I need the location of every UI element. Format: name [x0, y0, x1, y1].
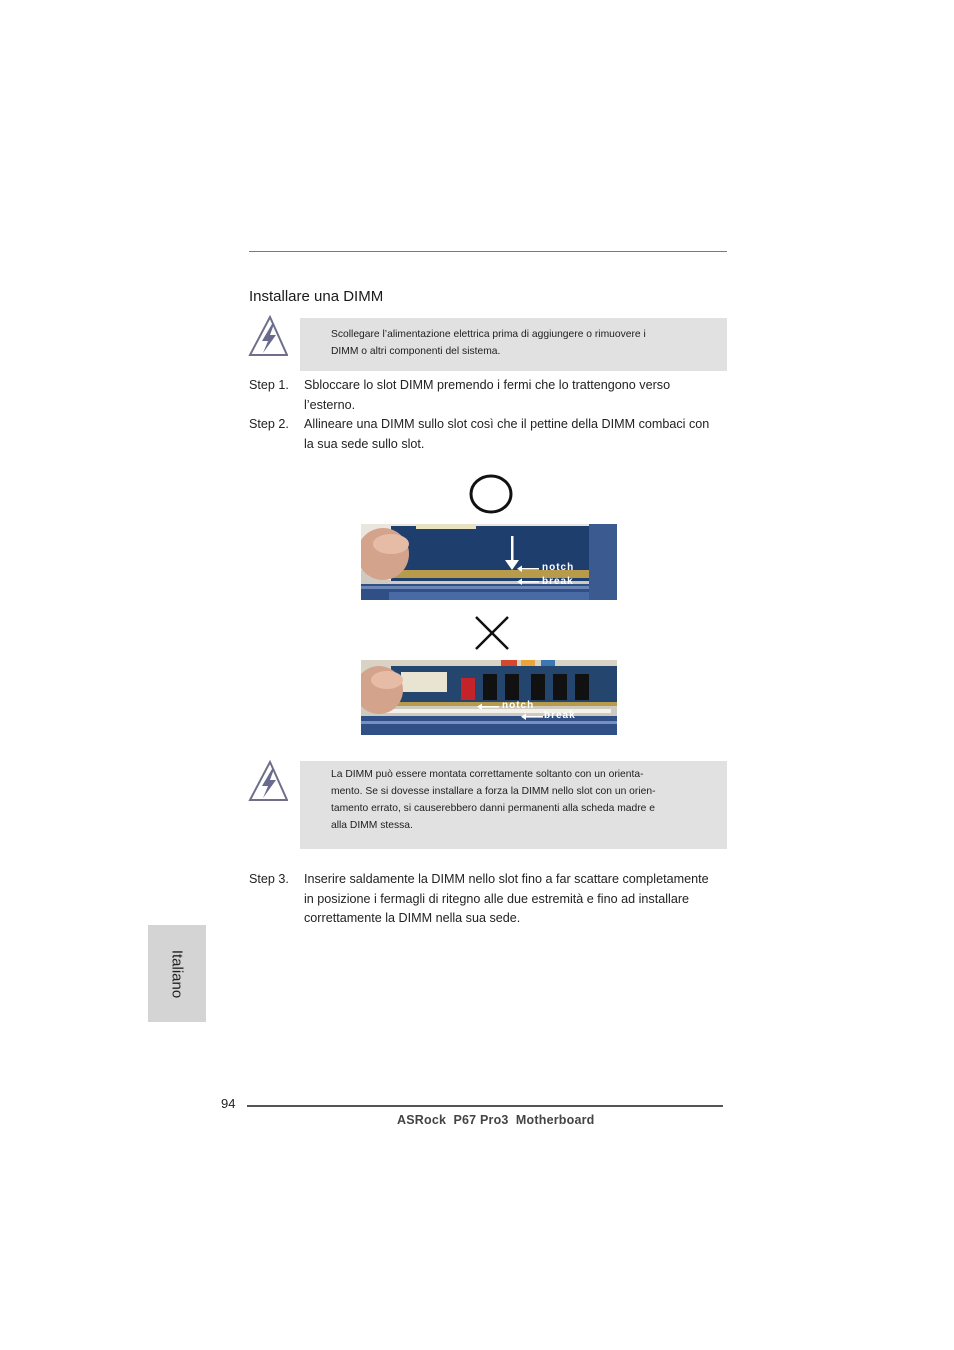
step-2	[249, 415, 729, 455]
step-line: in posizione i fermagli di ritegno alle due estremità e fino ad installare	[304, 891, 690, 906]
note-line: La DIMM può essere montata correttamente soltanto con un orienta-	[331, 769, 644, 780]
warning-note-box	[300, 761, 727, 849]
note-line: alla DIMM stessa.	[331, 820, 413, 831]
step-line: correttamente la DIMM nella sua sede.	[304, 911, 521, 925]
language-tab	[148, 925, 206, 1022]
dimm-wrong-photo	[361, 660, 617, 735]
section-title: Installare una DIMM	[249, 288, 384, 305]
wrong-x-icon	[474, 615, 510, 651]
step-1	[249, 376, 729, 416]
footer-rule	[247, 1105, 723, 1107]
step-label: Step 1.	[249, 378, 289, 392]
break-label: break	[544, 710, 576, 721]
notch-label: notch	[502, 700, 535, 711]
note-line: tamento errato, si causerebbero danni permanenti alla scheda madre e	[331, 803, 655, 814]
page-number: 94	[221, 1096, 236, 1111]
header-rule	[249, 251, 727, 252]
note-line: DIMM o altri componenti del sistema.	[331, 346, 501, 357]
notch-label: notch	[542, 562, 575, 573]
step-3	[249, 870, 729, 930]
warning-note-box	[300, 318, 727, 371]
step-label: Step 2.	[249, 417, 289, 431]
correct-circle-icon	[468, 472, 514, 516]
warning-icon	[248, 760, 288, 802]
dimm-correct-photo	[361, 524, 617, 600]
step-line: Inserire saldamente la DIMM nello slot fino a far scattare completamente	[304, 872, 709, 886]
note-line: mento. Se si dovesse installare a forza la DIMM nello slot con un orien-	[331, 786, 656, 797]
step-line: Sbloccare lo slot DIMM premendo i fermi che lo trattengono verso	[304, 378, 671, 392]
warning-icon	[248, 315, 288, 357]
step-line: l’esterno.	[304, 397, 356, 412]
note-line: Scollegare l’alimentazione elettrica prima di aggiungere o rimuovere i	[331, 329, 646, 340]
language-tab-label: Italiano	[168, 949, 186, 998]
break-label: break	[542, 576, 574, 587]
step-line: la sua sede sullo slot.	[304, 436, 425, 451]
step-line: Allineare una DIMM sullo slot così che il pettine della DIMM combaci con	[304, 417, 710, 431]
step-label: Step 3.	[249, 872, 289, 886]
footer-title: ASRock P67 Pro3 Motherboard	[397, 1113, 595, 1127]
